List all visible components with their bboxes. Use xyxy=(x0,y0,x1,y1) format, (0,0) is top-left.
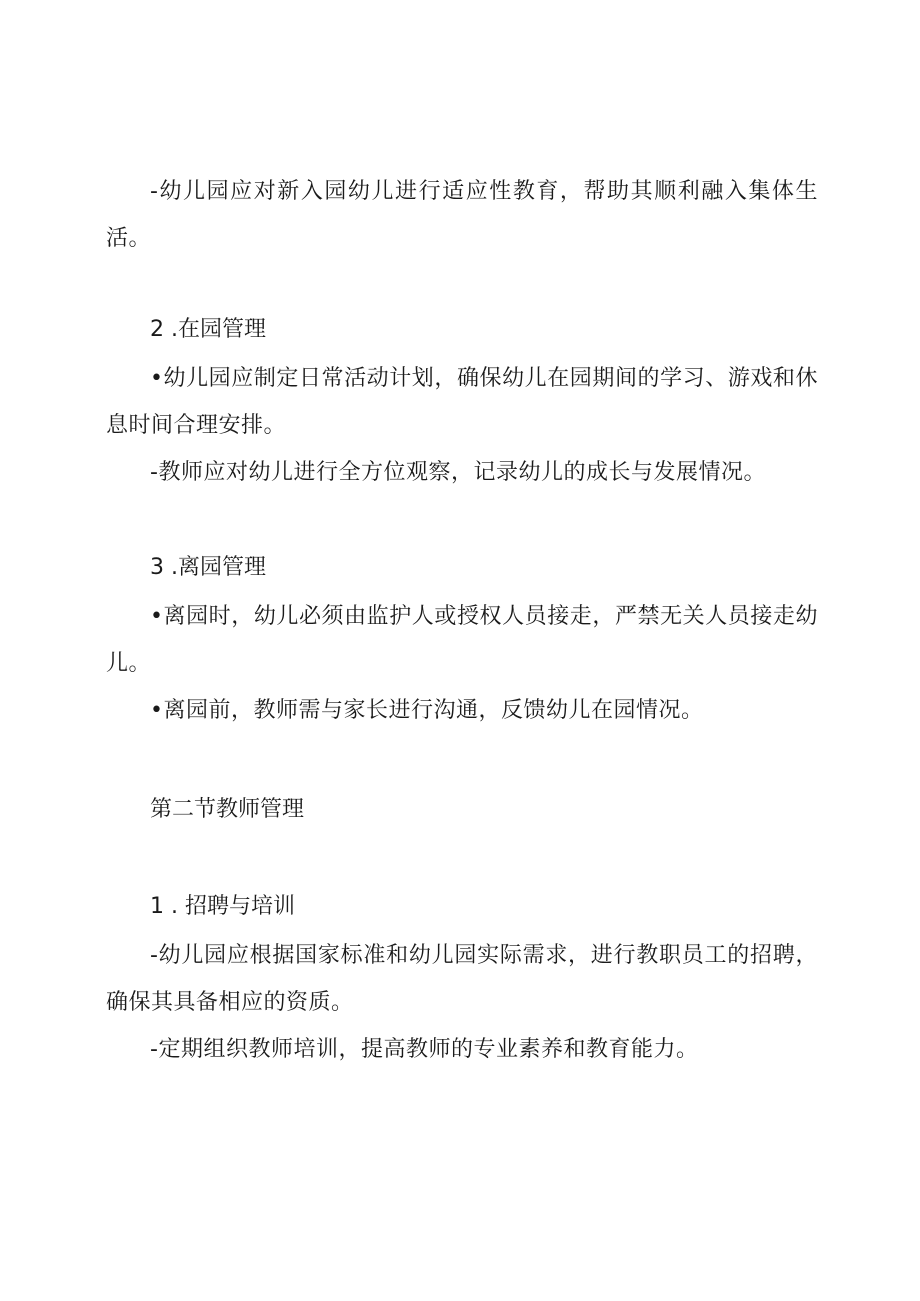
heading-leaving-management: 3 .离园管理 xyxy=(150,555,266,580)
section-title-teacher-management: 第二节教师管理 xyxy=(150,797,305,822)
paragraph-guardian-pickup: •离园时，幼儿必须由监护人或授权人员接走，严禁无关人员接走幼儿。 xyxy=(106,604,818,676)
paragraph-parent-communication: •离园前，教师需与家长进行沟通，反馈幼儿在园情况。 xyxy=(150,698,704,723)
paragraph-staff-recruitment: -幼儿园应根据国家标准和幼儿园实际需求，进行教职员工的招聘，确保其具备相应的资质。 xyxy=(106,943,818,1015)
heading-in-garden-management: 2 .在园管理 xyxy=(150,317,266,342)
heading-recruitment-training: 1 . 招聘与培训 xyxy=(150,894,295,919)
paragraph-teacher-training: -定期组织教师培训，提高教师的专业素养和教育能力。 xyxy=(150,1037,699,1062)
paragraph-teacher-observation: -教师应对幼儿进行全方位观察，记录幼儿的成长与发展情况。 xyxy=(150,460,766,485)
paragraph-adaptation-education: -幼儿园应对新入园幼儿进行适应性教育，帮助其顺利融入集体生活。 xyxy=(106,179,818,251)
paragraph-daily-activity-plan: •幼儿园应制定日常活动计划，确保幼儿在园期间的学习、游戏和休息时间合理安排。 xyxy=(106,366,818,438)
